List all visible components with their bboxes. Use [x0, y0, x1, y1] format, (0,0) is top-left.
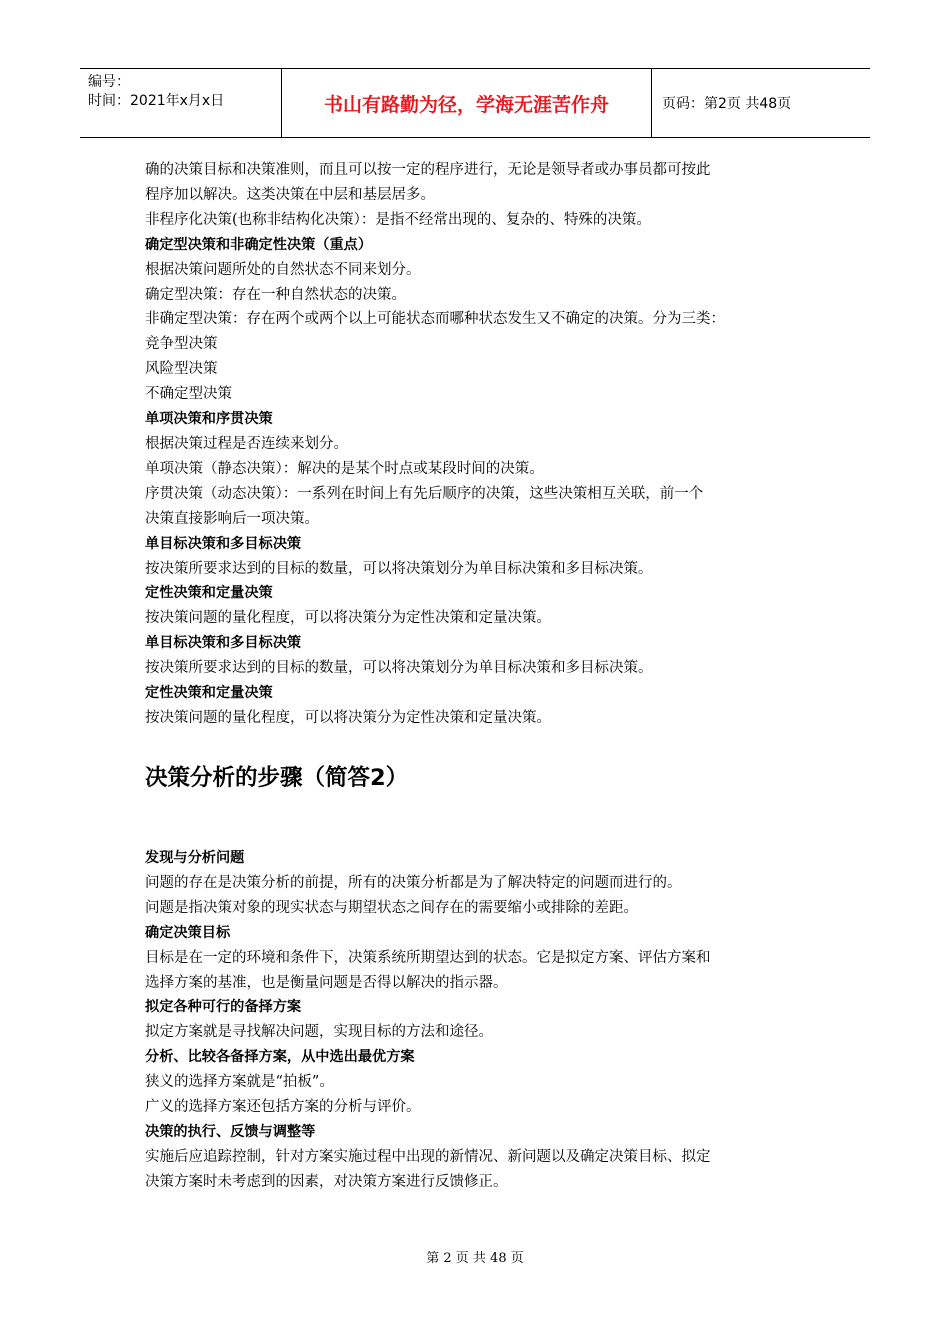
subheading: 发现与分析问题 [145, 850, 245, 866]
paragraph-line: 序贯决策（动态决策）：一系列在时间上有先后顺序的决策，这些决策相互关联，前一个 [145, 485, 704, 502]
subheading: 确定决策目标 [145, 924, 231, 941]
page-footer: 第 2 页 共 48 页 [426, 1251, 524, 1266]
subheading: 单项决策和序贯决策 [145, 411, 273, 428]
paragraph-line: 确的决策目标和决策准则，而且可以按一定的程序进行，无论是领导者或办事员都可按此 [145, 162, 711, 178]
header-motto: 书山有路勤为径，学海无涯苦作舟 [282, 69, 652, 137]
subheading: 决策的执行、反馈与调整等 [145, 1123, 316, 1140]
paragraph-line: 不确定型决策 [145, 386, 232, 403]
paragraph-line: 按决策问题的量化程度，可以将决策分为定性决策和定量决策。 [145, 610, 551, 627]
subheading: 单目标决策和多目标决策 [145, 535, 302, 552]
paragraph-line: 按决策问题的量化程度，可以将决策分为定性决策和定量决策。 [145, 709, 551, 726]
paragraph-line: 风险型决策 [145, 361, 218, 378]
paragraph-line: 决策直接影响后一项决策。 [145, 510, 319, 527]
paragraph-line: 竞争型决策 [145, 336, 218, 353]
subheading: 定性决策和定量决策 [145, 585, 273, 602]
section-heading: 决策分析的步骤（简答2） [145, 765, 409, 791]
paragraph-line: 问题的存在是决策分析的前提，所有的决策分析都是为了解决特定的问题而进行的。 [145, 874, 682, 891]
paragraph-line: 确定型决策：存在一种自然状态的决策。 [145, 286, 406, 303]
paragraph-line: 决策方案时未考虑到的因素，对决策方案进行反馈修正。 [145, 1173, 508, 1190]
header-page-info: 页码：第2页 共48页 [662, 96, 792, 112]
paragraph-line: 非程序化决策(也称非结构化决策）：是指不经常出现的、复杂的、特殊的决策。 [145, 211, 651, 228]
paragraph-line: 根据决策过程是否连续来划分。 [145, 435, 348, 452]
paragraph-line: 单项决策（静态决策）：解决的是某个时点或某段时间的决策。 [145, 460, 544, 477]
paragraph-line: 拟定方案就是寻找解决问题，实现目标的方法和途径。 [145, 1024, 493, 1041]
subheading: 拟定各种可行的备择方案 [145, 999, 302, 1016]
paragraph-line: 程序加以解决。这类决策在中层和基层居多。 [145, 186, 435, 203]
paragraph-line: 广义的选择方案还包括方案的分析与评价。 [145, 1099, 421, 1116]
header-time-label: 时间：2021年x月x日 [88, 93, 225, 109]
section-1-body [145, 158, 815, 731]
subheading: 确定型决策和非确定性决策（重点） [145, 236, 373, 253]
page-header [80, 68, 870, 138]
paragraph-line: 问题是指决策对象的现实状态与期望状态之间存在的需要缩小或排除的差距。 [145, 899, 638, 916]
paragraph-line: 根据决策问题所处的自然状态不同来划分。 [145, 261, 421, 278]
paragraph-line: 狭义的选择方案就是“拍板”。 [145, 1074, 334, 1091]
paragraph-line: 非确定型决策：存在两个或两个以上可能状态而哪种状态发生又不确定的决策。分为三类： [145, 311, 725, 328]
subheading: 定性决策和定量决策 [145, 685, 273, 702]
section-2-body [145, 846, 815, 1195]
subheading: 分析、比较各备择方案，从中选出最优方案 [145, 1049, 415, 1066]
subheading: 单目标决策和多目标决策 [145, 635, 302, 652]
paragraph-line: 选择方案的基准，也是衡量问题是否得以解决的指示器。 [145, 974, 508, 991]
paragraph-line: 目标是在一定的环境和条件下，决策系统所期望达到的状态。它是拟定方案、评估方案和 [145, 949, 711, 966]
paragraph-line: 按决策所要求达到的目标的数量，可以将决策划分为单目标决策和多目标决策。 [145, 560, 653, 577]
header-meta [80, 69, 282, 137]
paragraph-line: 按决策所要求达到的目标的数量，可以将决策划分为单目标决策和多目标决策。 [145, 660, 653, 677]
header-number-label: 编号： [88, 74, 130, 90]
paragraph-line: 实施后应追踪控制，针对方案实施过程中出现的新情况、新问题以及确定决策目标、拟定 [145, 1148, 711, 1165]
